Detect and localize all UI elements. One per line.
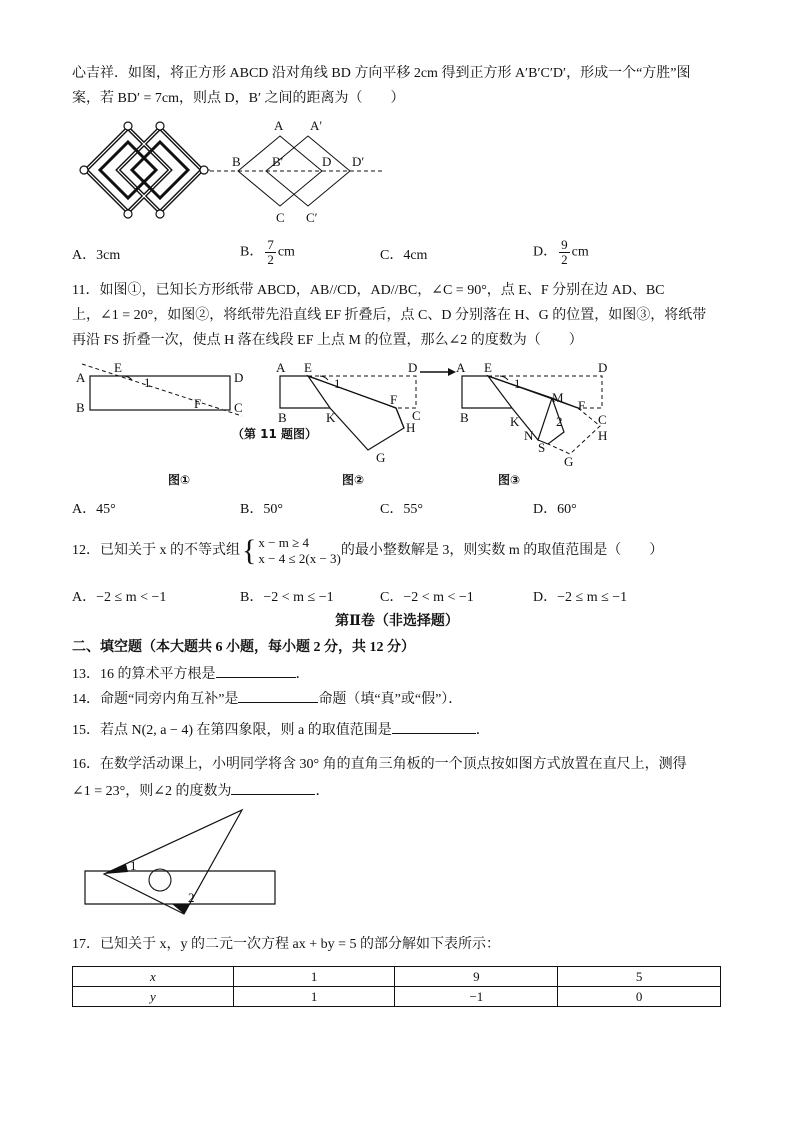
- fig3-label-A: A: [456, 360, 466, 375]
- table-cell: 9: [395, 967, 558, 987]
- q10-label-B-prime: B′: [272, 154, 284, 169]
- fig3-label-1: 1: [514, 376, 521, 391]
- q13-end: ．: [295, 667, 310, 682]
- fig2-label-C: C: [412, 408, 421, 423]
- table-cell: x: [73, 967, 234, 987]
- fig2-label-H: H: [406, 420, 416, 435]
- q10-label-D: D: [322, 154, 332, 169]
- q16-answer-blank[interactable]: [231, 780, 315, 795]
- q10-label-A-prime: A′: [310, 118, 323, 133]
- q10-fangsheng-figure: [78, 120, 210, 220]
- q11-text-line1: 11．如图①，已知长方形纸带 ABCD，AB//CD，AD//BC，∠C = 90°，点 E、F 分别在边 AD、BC: [72, 283, 665, 298]
- fig3-label-F: F: [578, 398, 586, 413]
- fig1-label-C: C: [234, 400, 243, 415]
- q12-suffix: 的最小整数解是 3，则实数 m 的取值范围是（ ）: [340, 543, 664, 558]
- q11-option-b[interactable]: B．50°: [240, 502, 283, 517]
- fig1-label-B: B: [76, 400, 85, 415]
- table-cell: 5: [558, 967, 721, 987]
- q14-end: 命题（填“真”或“假”）．: [318, 692, 463, 707]
- fig3-label-E: E: [484, 360, 492, 375]
- q12-system: [258, 535, 340, 567]
- q16-text-line1: 16．在数学活动课上，小明同学将含 30° 角的直角三角板的一个顶点按如图方式放置在直尺上，测得: [72, 757, 687, 772]
- q10-text-line2: 案，若 BD′ = 7cm，则点 D，B′ 之间的距离为（ ）: [72, 91, 405, 106]
- q17-text: 17．已知关于 x，y 的二元一次方程 ax + by = 5 的部分解如下表所示：: [72, 937, 501, 952]
- fig2-label-G: G: [376, 450, 386, 465]
- q11-figure-3: [452, 360, 632, 490]
- fig2-label-E: E: [304, 360, 312, 375]
- q10-option-b-prefix: B．: [240, 244, 264, 260]
- q10-text-line1: 心吉祥．如图，将正方形 ABCD 沿对角线 BD 方向平移 2cm 得到正方形 A′B′C′D′，形成一个“方胜”图: [72, 66, 691, 81]
- q12-brace: {: [242, 533, 257, 567]
- fig3-label-M: M: [552, 390, 564, 405]
- q16-text-line2: [72, 780, 329, 802]
- q12-option-c[interactable]: C．−2 < m < −1: [380, 590, 474, 605]
- q10-option-c[interactable]: C．4cm: [380, 248, 428, 263]
- q10-option-a[interactable]: A．3cm: [72, 248, 121, 263]
- q10-label-A: A: [274, 118, 284, 133]
- fig3-label-G: G: [564, 454, 574, 469]
- fig3-label-S: S: [538, 440, 546, 455]
- fig3-label-2: 2: [556, 414, 563, 429]
- table-cell: −1: [395, 987, 558, 1007]
- table-cell: 1: [233, 987, 395, 1007]
- q10-option-d-num: 9: [561, 237, 568, 252]
- q14-answer-blank[interactable]: [238, 688, 318, 703]
- table-cell: y: [73, 987, 234, 1007]
- fig2-label-1: 1: [334, 376, 341, 391]
- q16-stem: ∠1 = 23°，则∠2 的度数为: [72, 784, 232, 799]
- q10-option-d-unit: cm: [571, 244, 589, 260]
- q11-text-line3: 再沿 FS 折叠一次，使点 H 落在线段 EF 上点 M 的位置，那么∠2 的度数为（ ）: [72, 333, 583, 348]
- q10-option-d-prefix: D．: [533, 244, 558, 260]
- q11-figure-2: [272, 360, 442, 490]
- q16-ruler-triangle-figure: [80, 806, 280, 916]
- q12-ineq2: x − 4 ≤ 2(x − 3): [258, 550, 341, 566]
- fig3-label-B: B: [460, 410, 469, 425]
- fig3-caption: 图③: [498, 473, 521, 487]
- q12-ineq1: x − m ≥ 4: [258, 534, 309, 550]
- q13-answer-blank[interactable]: [216, 663, 296, 678]
- fig2-caption: 图②: [342, 473, 365, 487]
- q11-figure-1: [72, 360, 318, 490]
- q13-stem: 13．16 的算术平方根是: [72, 667, 216, 682]
- fig3-label-C: C: [598, 412, 607, 427]
- q16-angle-2-label: 2: [188, 890, 195, 905]
- section-header: 二、填空题（本大题共 6 小题，每小题 2 分，共 12 分）: [72, 640, 415, 655]
- q15-stem: 15．若点 N(2, a − 4) 在第四象限，则 a 的取值范围是: [72, 723, 392, 738]
- q10-option-d[interactable]: [533, 238, 589, 267]
- fig1-label-E: E: [114, 360, 122, 375]
- q14-stem: 14．命题“同旁内角互补”是: [72, 692, 239, 707]
- q10-option-b-fraction: [265, 238, 276, 267]
- table-row: [73, 967, 721, 987]
- table-row: [73, 987, 721, 1007]
- q10-option-b[interactable]: [240, 238, 295, 267]
- q10-label-B: B: [232, 154, 241, 169]
- fig3-label-N: N: [524, 428, 534, 443]
- fig2-label-B: B: [278, 410, 287, 425]
- q16-angle-1-label: 1: [130, 858, 137, 873]
- q15-answer-blank[interactable]: [392, 719, 476, 734]
- fig1-caption: 图①: [168, 473, 191, 487]
- q12-prefix: 12．已知关于 x 的不等式组: [72, 543, 240, 558]
- table-cell: 0: [558, 987, 721, 1007]
- section-title: 第Ⅱ卷（非选择题）: [335, 614, 459, 629]
- fig1-label-D: D: [234, 370, 244, 385]
- fig2-label-D: D: [408, 360, 418, 375]
- fig1-label-F: F: [194, 396, 202, 411]
- table-cell: 1: [233, 967, 395, 987]
- q11-arrow-icon: [420, 366, 456, 378]
- q10-option-b-num: 7: [267, 237, 274, 252]
- q13-text: [72, 663, 310, 685]
- fig2-label-F: F: [390, 392, 398, 407]
- q16-end: ．: [315, 784, 330, 799]
- q12-option-a[interactable]: A．−2 ≤ m < −1: [72, 590, 167, 605]
- q11-option-c[interactable]: C．55°: [380, 502, 423, 517]
- q10-squares-figure: [228, 116, 388, 226]
- q10-option-d-den: 2: [561, 252, 568, 267]
- fig1-label-A: A: [76, 370, 86, 385]
- q10-label-D-prime: D′: [352, 154, 365, 169]
- q12-text: [72, 531, 663, 571]
- fig2-label-K: K: [326, 410, 336, 425]
- q11-fig-title: （第 11 题图）: [232, 427, 318, 441]
- q10-option-b-den: 2: [267, 252, 274, 267]
- q12-option-b[interactable]: B．−2 < m ≤ −1: [240, 590, 334, 605]
- q12-option-d[interactable]: D．−2 ≤ m ≤ −1: [533, 590, 628, 605]
- fig2-label-A: A: [276, 360, 286, 375]
- fig1-label-1: 1: [144, 375, 151, 390]
- q11-text-line2: 上，∠1 = 20°，如图②，将纸带先沿直线 EF 折叠后，点 C、D 分别落在 H、G 的位置，如图③，将纸带: [72, 308, 707, 323]
- fig3-label-D: D: [598, 360, 608, 375]
- q17-solution-table: [72, 966, 721, 1007]
- q10-option-b-unit: cm: [277, 244, 295, 260]
- q11-option-d[interactable]: D．60°: [533, 502, 577, 517]
- fig3-label-H: H: [598, 428, 608, 443]
- q10-option-d-fraction: [559, 238, 570, 267]
- q15-end: ．: [475, 723, 490, 738]
- q14-text: [72, 688, 462, 710]
- q11-option-a[interactable]: A．45°: [72, 502, 116, 517]
- q10-label-C-prime: C′: [306, 210, 318, 225]
- fig3-label-K: K: [510, 414, 520, 429]
- q15-text: [72, 719, 490, 741]
- q10-label-C: C: [276, 210, 285, 225]
